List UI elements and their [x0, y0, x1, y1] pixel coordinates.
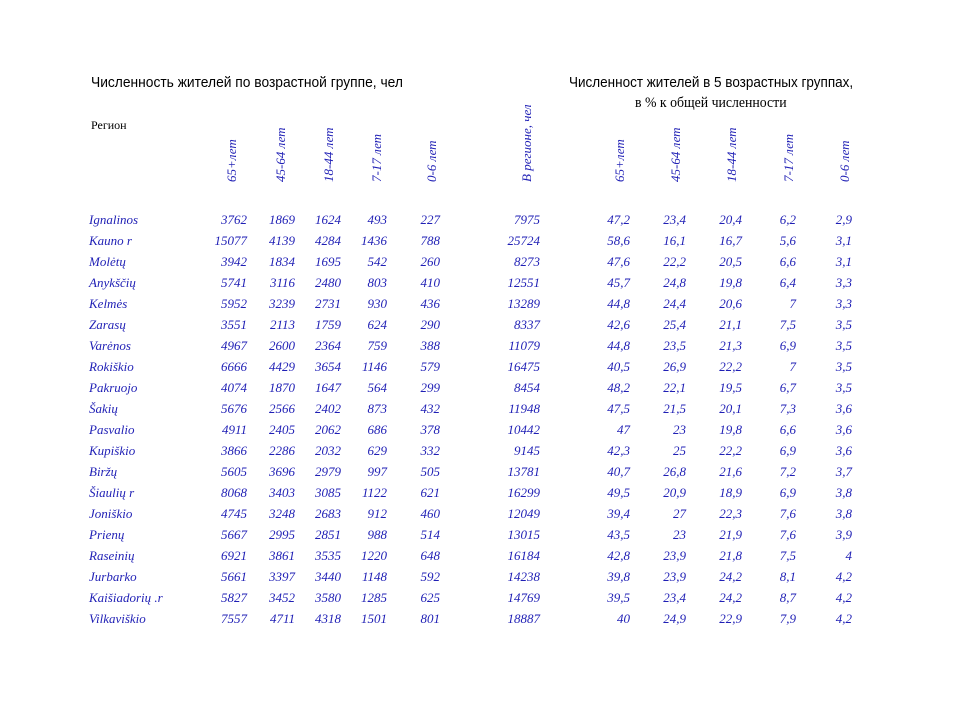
cell-pop-45-64: 4139	[269, 233, 295, 248]
region-name: Kauno r	[89, 233, 132, 248]
cell-pop-7-17: 493	[367, 212, 387, 227]
cell-share-45-64: 23,4	[663, 590, 686, 605]
table-row	[0, 294, 960, 314]
cell-pop-0-6: 388	[420, 338, 440, 353]
cell-pop-18-44: 2062	[315, 422, 341, 437]
cell-share-0-6: 3,1	[835, 233, 852, 248]
cell-share-65plus: 42,3	[607, 443, 630, 458]
cell-share-0-6: 3,8	[835, 506, 852, 521]
cell-total: 18887	[507, 611, 540, 626]
cell-pop-18-44: 1695	[315, 254, 341, 269]
cell-pop-45-64: 3116	[269, 275, 295, 290]
cell-share-0-6: 4,2	[835, 611, 852, 626]
cell-share-45-64: 23,5	[663, 338, 686, 353]
cell-share-45-64: 21,5	[663, 401, 686, 416]
cell-share-65plus: 42,8	[607, 548, 630, 563]
cell-pop-65plus: 5676	[221, 401, 247, 416]
cell-share-65plus: 39,4	[607, 506, 630, 521]
region-name: Raseinių	[89, 548, 135, 563]
cell-pop-65plus: 3762	[221, 212, 247, 227]
cell-pop-45-64: 2286	[269, 443, 295, 458]
cell-share-45-64: 26,9	[663, 359, 686, 374]
cell-pop-18-44: 3580	[315, 590, 341, 605]
cell-share-18-44: 18,9	[719, 485, 742, 500]
cell-pop-65plus: 4967	[221, 338, 247, 353]
cell-total: 16184	[507, 548, 540, 563]
cell-share-7-17: 7,6	[779, 506, 796, 521]
cell-share-0-6: 3,5	[835, 359, 852, 374]
cell-pop-45-64: 3239	[269, 296, 295, 311]
cell-pop-45-64: 1834	[269, 254, 295, 269]
header-share-45-64: 45-64 лет	[668, 127, 683, 182]
cell-pop-65plus: 7557	[221, 611, 247, 626]
cell-pop-7-17: 930	[367, 296, 387, 311]
cell-pop-0-6: 332	[420, 443, 440, 458]
cell-share-18-44: 21,3	[719, 338, 742, 353]
cell-pop-18-44: 1647	[315, 380, 341, 395]
cell-share-7-17: 6,6	[779, 422, 796, 437]
cell-total: 14238	[507, 569, 540, 584]
region-name: Molėtų	[89, 254, 126, 269]
cell-share-7-17: 7	[789, 359, 796, 374]
cell-share-45-64: 24,4	[663, 296, 686, 311]
region-name: Šiaulių r	[89, 485, 135, 500]
cell-share-45-64: 22,1	[663, 380, 686, 395]
cell-share-7-17: 7,2	[779, 464, 796, 479]
cell-share-18-44: 20,1	[719, 401, 742, 416]
cell-share-45-64: 23	[673, 527, 686, 542]
cell-pop-7-17: 1436	[361, 233, 387, 248]
share-table-title-line1: Численност жителей в 5 возрастных группах,	[569, 74, 854, 91]
cell-total: 13289	[507, 296, 540, 311]
cell-pop-7-17: 1148	[361, 569, 387, 584]
cell-share-18-44: 19,8	[719, 422, 742, 437]
cell-pop-65plus: 5741	[221, 275, 247, 290]
cell-share-7-17: 7,3	[779, 401, 796, 416]
cell-share-65plus: 47,5	[607, 401, 630, 416]
cell-total: 10442	[507, 422, 540, 437]
table-row	[0, 252, 960, 272]
share-table-title-line2: в % к общей численности	[635, 95, 787, 111]
cell-share-45-64: 27	[673, 506, 686, 521]
cell-pop-18-44: 1759	[315, 317, 341, 332]
cell-pop-18-44: 2731	[315, 296, 341, 311]
cell-pop-0-6: 432	[420, 401, 440, 416]
table-row	[0, 231, 960, 251]
region-name: Kupiškio	[89, 443, 136, 458]
cell-pop-65plus: 5827	[221, 590, 247, 605]
cell-pop-45-64: 4429	[269, 359, 295, 374]
cell-share-45-64: 16,1	[663, 233, 686, 248]
cell-share-0-6: 3,3	[835, 275, 852, 290]
cell-share-0-6: 3,1	[835, 254, 852, 269]
cell-share-45-64: 23,9	[663, 548, 686, 563]
cell-share-18-44: 21,6	[719, 464, 742, 479]
cell-total: 8337	[514, 317, 540, 332]
cell-share-65plus: 47,6	[607, 254, 630, 269]
table-row	[0, 588, 960, 608]
table-row	[0, 546, 960, 566]
table-row	[0, 357, 960, 377]
header-pop-0-6: 0-6 лет	[424, 140, 439, 182]
cell-pop-0-6: 460	[420, 506, 440, 521]
cell-pop-65plus: 5952	[221, 296, 247, 311]
cell-share-7-17: 6,2	[779, 212, 796, 227]
region-name: Šakių	[89, 401, 118, 416]
cell-pop-45-64: 3696	[269, 464, 295, 479]
cell-share-45-64: 26,8	[663, 464, 686, 479]
table-row	[0, 399, 960, 419]
cell-pop-65plus: 6921	[221, 548, 247, 563]
cell-pop-7-17: 1122	[361, 485, 387, 500]
cell-share-65plus: 45,7	[607, 275, 630, 290]
cell-share-65plus: 47	[617, 422, 630, 437]
cell-pop-7-17: 629	[367, 443, 387, 458]
region-name: Ignalinos	[89, 212, 139, 227]
cell-share-0-6: 3,6	[835, 401, 852, 416]
region-name: Biržų	[89, 464, 118, 479]
cell-pop-7-17: 803	[367, 275, 387, 290]
cell-pop-0-6: 410	[420, 275, 440, 290]
header-pop-7-17: 7-17 лет	[369, 133, 384, 182]
cell-pop-45-64: 3452	[269, 590, 295, 605]
cell-pop-45-64: 1869	[269, 212, 295, 227]
cell-total: 25724	[507, 233, 540, 248]
cell-pop-18-44: 3535	[315, 548, 341, 563]
cell-share-0-6: 4,2	[835, 569, 852, 584]
cell-pop-65plus: 4745	[221, 506, 247, 521]
table-row	[0, 273, 960, 293]
cell-share-7-17: 6,9	[779, 485, 796, 500]
cell-pop-0-6: 378	[420, 422, 440, 437]
region-name: Joniškio	[89, 506, 133, 521]
table-row	[0, 567, 960, 587]
cell-share-65plus: 40,5	[607, 359, 630, 374]
cell-total: 16299	[507, 485, 540, 500]
cell-pop-0-6: 505	[420, 464, 440, 479]
cell-share-45-64: 24,8	[663, 275, 686, 290]
table-row	[0, 609, 960, 629]
table-row	[0, 378, 960, 398]
cell-pop-65plus: 3942	[221, 254, 247, 269]
cell-pop-7-17: 1501	[361, 611, 387, 626]
header-share-18-44: 18-44 лет	[724, 127, 739, 182]
cell-pop-0-6: 290	[420, 317, 440, 332]
cell-pop-65plus: 3551	[221, 317, 247, 332]
population-table-title: Численность жителей по возрастной группе, чел	[91, 74, 403, 91]
region-name: Jurbarko	[89, 569, 137, 584]
cell-total: 9145	[514, 443, 540, 458]
cell-share-65plus: 42,6	[607, 317, 630, 332]
cell-pop-0-6: 788	[420, 233, 440, 248]
cell-pop-45-64: 3861	[269, 548, 295, 563]
cell-total: 13781	[507, 464, 540, 479]
cell-share-65plus: 47,2	[607, 212, 630, 227]
cell-pop-45-64: 1870	[269, 380, 295, 395]
cell-pop-18-44: 3440	[315, 569, 341, 584]
cell-share-7-17: 7,9	[779, 611, 796, 626]
cell-pop-65plus: 6666	[221, 359, 247, 374]
cell-pop-7-17: 686	[367, 422, 387, 437]
cell-pop-18-44: 2402	[315, 401, 341, 416]
cell-share-7-17: 6,9	[779, 443, 796, 458]
cell-share-45-64: 24,9	[663, 611, 686, 626]
table-row	[0, 420, 960, 440]
cell-pop-45-64: 3397	[269, 569, 295, 584]
cell-share-18-44: 19,8	[719, 275, 742, 290]
region-name: Varėnos	[89, 338, 131, 353]
cell-pop-45-64: 2995	[269, 527, 295, 542]
cell-share-65plus: 44,8	[607, 296, 630, 311]
cell-pop-65plus: 3866	[221, 443, 247, 458]
cell-share-18-44: 20,4	[719, 212, 742, 227]
cell-share-18-44: 22,3	[719, 506, 742, 521]
table-row	[0, 441, 960, 461]
cell-pop-0-6: 514	[420, 527, 440, 542]
cell-pop-7-17: 873	[367, 401, 387, 416]
cell-share-7-17: 7,5	[779, 317, 796, 332]
cell-pop-65plus: 5661	[221, 569, 247, 584]
header-total: В регионе, чел	[519, 104, 534, 182]
cell-share-18-44: 21,1	[719, 317, 742, 332]
cell-pop-0-6: 648	[420, 548, 440, 563]
cell-pop-18-44: 4284	[315, 233, 341, 248]
cell-share-65plus: 40	[617, 611, 630, 626]
cell-share-65plus: 39,8	[607, 569, 630, 584]
cell-total: 16475	[507, 359, 540, 374]
cell-share-18-44: 20,5	[719, 254, 742, 269]
header-pop-18-44: 18-44 лет	[321, 127, 336, 182]
cell-share-0-6: 4	[845, 548, 852, 563]
cell-share-0-6: 2,9	[835, 212, 852, 227]
cell-pop-7-17: 912	[367, 506, 387, 521]
table-row	[0, 462, 960, 482]
cell-share-18-44: 22,9	[719, 611, 742, 626]
cell-pop-45-64: 2566	[269, 401, 295, 416]
cell-pop-65plus: 4911	[221, 422, 247, 437]
region-name: Pasvalio	[89, 422, 135, 437]
cell-share-0-6: 3,5	[835, 317, 852, 332]
cell-pop-18-44: 3654	[315, 359, 341, 374]
cell-pop-0-6: 227	[420, 212, 440, 227]
cell-pop-7-17: 997	[367, 464, 387, 479]
cell-share-7-17: 6,6	[779, 254, 796, 269]
cell-total: 8273	[514, 254, 540, 269]
cell-pop-7-17: 1220	[361, 548, 387, 563]
cell-share-45-64: 23,9	[663, 569, 686, 584]
cell-pop-7-17: 759	[367, 338, 387, 353]
cell-share-7-17: 5,6	[779, 233, 796, 248]
table-row	[0, 315, 960, 335]
cell-pop-45-64: 2113	[269, 317, 295, 332]
cell-share-18-44: 20,6	[719, 296, 742, 311]
table-row	[0, 483, 960, 503]
cell-total: 8454	[514, 380, 540, 395]
cell-share-65plus: 58,6	[607, 233, 630, 248]
cell-pop-0-6: 621	[420, 485, 440, 500]
cell-total: 11948	[508, 401, 540, 416]
region-column-header: Регион	[91, 118, 127, 132]
cell-share-7-17: 6,9	[779, 338, 796, 353]
cell-share-45-64: 25,4	[663, 317, 686, 332]
cell-pop-18-44: 4318	[315, 611, 341, 626]
cell-pop-7-17: 1146	[361, 359, 387, 374]
cell-pop-45-64: 4711	[269, 611, 295, 626]
header-pop-45-64: 45-64 лет	[273, 127, 288, 182]
cell-pop-0-6: 625	[420, 590, 440, 605]
cell-share-45-64: 25	[673, 443, 686, 458]
cell-total: 14769	[507, 590, 540, 605]
region-name: Kelmės	[89, 296, 128, 311]
cell-share-18-44: 24,2	[719, 569, 742, 584]
cell-share-0-6: 3,5	[835, 338, 852, 353]
cell-total: 12049	[507, 506, 540, 521]
cell-share-45-64: 20,9	[663, 485, 686, 500]
cell-share-0-6: 3,3	[835, 296, 852, 311]
cell-share-65plus: 39,5	[607, 590, 630, 605]
table-row	[0, 336, 960, 356]
cell-share-7-17: 7,5	[779, 548, 796, 563]
cell-pop-0-6: 579	[420, 359, 440, 374]
cell-pop-18-44: 1624	[315, 212, 341, 227]
cell-pop-7-17: 1285	[361, 590, 387, 605]
cell-share-0-6: 3,6	[835, 443, 852, 458]
region-name: Prienų	[89, 527, 125, 542]
cell-share-18-44: 21,8	[719, 548, 742, 563]
cell-share-65plus: 48,2	[607, 380, 630, 395]
cell-total: 11079	[508, 338, 540, 353]
cell-pop-0-6: 592	[420, 569, 440, 584]
cell-total: 7975	[514, 212, 540, 227]
cell-share-18-44: 22,2	[719, 359, 742, 374]
cell-total: 13015	[507, 527, 540, 542]
cell-share-7-17: 8,7	[779, 590, 796, 605]
cell-pop-18-44: 2364	[315, 338, 341, 353]
header-pop-65plus: 65+лет	[224, 139, 239, 182]
cell-pop-18-44: 2032	[315, 443, 341, 458]
table-row	[0, 210, 960, 230]
header-share-7-17: 7-17 лет	[781, 133, 796, 182]
cell-share-7-17: 7,6	[779, 527, 796, 542]
cell-pop-18-44: 2480	[315, 275, 341, 290]
cell-share-45-64: 23,4	[663, 212, 686, 227]
cell-pop-0-6: 299	[420, 380, 440, 395]
cell-share-7-17: 7	[789, 296, 796, 311]
cell-share-65plus: 40,7	[607, 464, 630, 479]
cell-share-7-17: 6,7	[779, 380, 796, 395]
cell-share-7-17: 8,1	[779, 569, 796, 584]
cell-share-0-6: 3,9	[835, 527, 852, 542]
cell-share-7-17: 6,4	[779, 275, 796, 290]
region-name: Kaišiadorių .r	[89, 590, 163, 605]
cell-share-45-64: 23	[673, 422, 686, 437]
cell-pop-45-64: 2600	[269, 338, 295, 353]
cell-share-0-6: 3,5	[835, 380, 852, 395]
cell-share-0-6: 3,6	[835, 422, 852, 437]
cell-share-18-44: 24,2	[719, 590, 742, 605]
cell-share-65plus: 43,5	[607, 527, 630, 542]
cell-pop-18-44: 2979	[315, 464, 341, 479]
cell-pop-65plus: 8068	[221, 485, 247, 500]
cell-pop-7-17: 542	[367, 254, 387, 269]
cell-pop-0-6: 260	[420, 254, 440, 269]
cell-share-18-44: 19,5	[719, 380, 742, 395]
cell-pop-18-44: 3085	[315, 485, 341, 500]
region-name: Pakruojo	[89, 380, 138, 395]
cell-pop-45-64: 3248	[269, 506, 295, 521]
header-share-0-6: 0-6 лет	[837, 140, 852, 182]
region-name: Zarasų	[89, 317, 126, 332]
region-name: Rokiškio	[89, 359, 134, 374]
cell-share-0-6: 3,8	[835, 485, 852, 500]
cell-pop-7-17: 988	[367, 527, 387, 542]
cell-share-45-64: 22,2	[663, 254, 686, 269]
cell-pop-65plus: 5667	[221, 527, 247, 542]
cell-pop-45-64: 3403	[269, 485, 295, 500]
cell-pop-18-44: 2683	[315, 506, 341, 521]
cell-share-18-44: 22,2	[719, 443, 742, 458]
table-row	[0, 525, 960, 545]
cell-share-65plus: 49,5	[607, 485, 630, 500]
cell-share-0-6: 4,2	[835, 590, 852, 605]
cell-pop-7-17: 624	[367, 317, 387, 332]
cell-share-65plus: 44,8	[607, 338, 630, 353]
cell-pop-0-6: 801	[420, 611, 440, 626]
cell-total: 12551	[507, 275, 540, 290]
header-share-65plus: 65+лет	[612, 139, 627, 182]
cell-pop-18-44: 2851	[315, 527, 341, 542]
cell-share-18-44: 16,7	[719, 233, 742, 248]
region-name: Anykščių	[89, 275, 136, 290]
region-name: Vilkaviškio	[89, 611, 146, 626]
cell-share-0-6: 3,7	[835, 464, 852, 479]
cell-pop-65plus: 15077	[214, 233, 247, 248]
cell-pop-0-6: 436	[420, 296, 440, 311]
table-row	[0, 504, 960, 524]
cell-pop-7-17: 564	[367, 380, 387, 395]
cell-share-18-44: 21,9	[719, 527, 742, 542]
cell-pop-45-64: 2405	[269, 422, 295, 437]
cell-pop-65plus: 4074	[221, 380, 247, 395]
cell-pop-65plus: 5605	[221, 464, 247, 479]
